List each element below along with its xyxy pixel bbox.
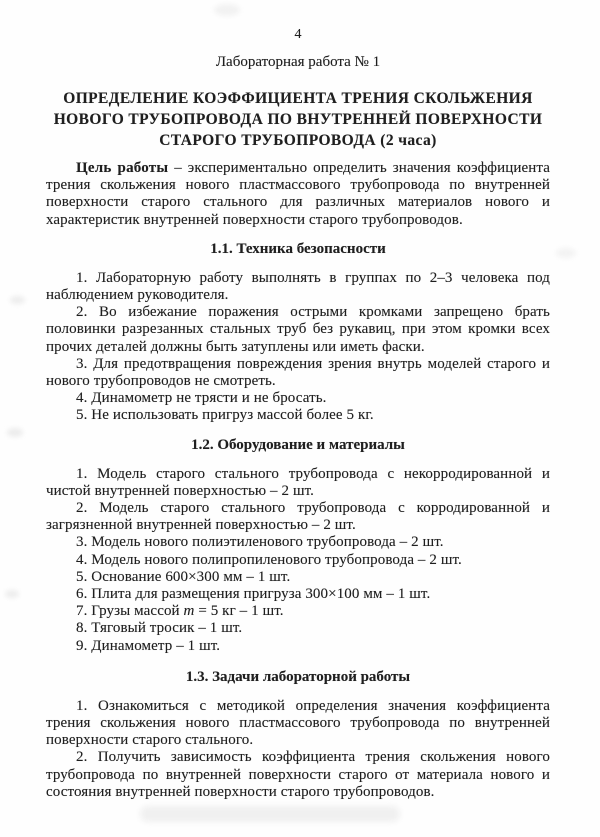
equipment-item-7-suffix: = 5 кг – 1 шт.: [194, 603, 284, 620]
section-heading-tasks: 1.3. Задачи лабораторной работы: [185, 668, 411, 685]
goal-lead-label: Цель работы: [76, 160, 169, 176]
safety-item-3: 3. Для предотвращения повреждения зрения внутрь моделей старого и нового трубопроводов не смотреть.: [46, 355, 550, 390]
title-line-2: НОВОГО ТРУБОПРОВОДА ПО ВНУТРЕННЕЙ ПОВЕРХНОСТИ: [53, 111, 543, 128]
title-line-3: СТАРОГО ТРУБОПРОВОДА (2 часа): [159, 132, 437, 149]
document-title: [46, 88, 550, 151]
equipment-item-5: 5. Основание 600×300 мм – 1 шт.: [76, 568, 291, 585]
equipment-item-3: 3. Модель нового полиэтиленового трубопровода – 2 шт.: [76, 534, 444, 551]
equipment-item-7-prefix: 7. Грузы массой: [76, 603, 184, 620]
equipment-item-8: 8. Тяговый тросик – 1 шт.: [76, 620, 243, 637]
page-number: 4: [294, 27, 302, 42]
safety-item-1: 1. Лабораторную работу выполнять в группах по 2–3 человека под наблюдением руководителя.: [46, 269, 550, 304]
equipment-item-4: 4. Модель нового полипропиленового трубопровода – 2 шт.: [76, 551, 462, 568]
scan-smudge: [5, 590, 19, 598]
lab-work-label: Лабораторная работа № 1: [215, 54, 381, 70]
equipment-item-2: 2. Модель старого стального трубопровода с корродированной и загрязненной внутренней поверхностью – 2 шт.: [46, 500, 550, 534]
equipment-item-9: 9. Динамометр – 1 шт.: [76, 637, 221, 654]
equipment-item-6: 6. Плита для размещения пригруза 300×100 мм – 1 шт.: [76, 586, 431, 603]
equipment-item-7: [46, 603, 550, 620]
goal-paragraph: [46, 160, 550, 229]
scan-smudge: [556, 248, 576, 258]
mass-variable: m: [183, 603, 195, 620]
goal-dash: –: [168, 160, 188, 176]
section-heading-equipment: 1.2. Оборудование и материалы: [191, 436, 405, 453]
section-heading-safety: 1.1. Техника безопасности: [210, 240, 386, 257]
task-item-2: 2. Получить зависимость коэффициента трения скольжения нового трубопровода по внутренней поверхности старого от материала нового и состояния внутренней поверхности старого трубопроводов.: [46, 749, 550, 800]
safety-item-4: 4. Динамометр не трясти и не бросать.: [76, 390, 327, 407]
scan-bleedthrough: [140, 806, 400, 822]
goal-text: экспериментально определить значения коэффициента трения скольжения нового пластмассового трубопровода по внутренней поверхности старого стального для различных материалов нового и характеристик внутренней поверхности старого трубопроводов.: [46, 160, 550, 228]
safety-item-5: 5. Не использовать пригруз массой более 5 кг.: [76, 407, 374, 424]
title-line-1: ОПРЕДЕЛЕНИЕ КОЭФФИЦИЕНТА ТРЕНИЯ СКОЛЬЖЕНИЯ: [63, 90, 533, 107]
safety-item-2: 2. Во избежание поражения острыми кромками запрещено брать половинки разрезанных стальных труб без рукавиц, при этом кромки всех прочих деталей должны быть затуплены или иметь фаски.: [46, 304, 550, 355]
scan-smudge: [10, 296, 25, 304]
scan-smudge: [214, 4, 240, 16]
task-item-1: 1. Ознакомиться с методикой определения значения коэффициента трения скольжения нового пластмассового трубопровода по внутренней поверхности старого стального.: [46, 697, 550, 749]
scan-smudge: [7, 428, 23, 437]
equipment-item-1: 1. Модель старого стального трубопровода с некорродированной и чистой внутренней поверхностью – 2 шт.: [46, 465, 550, 499]
